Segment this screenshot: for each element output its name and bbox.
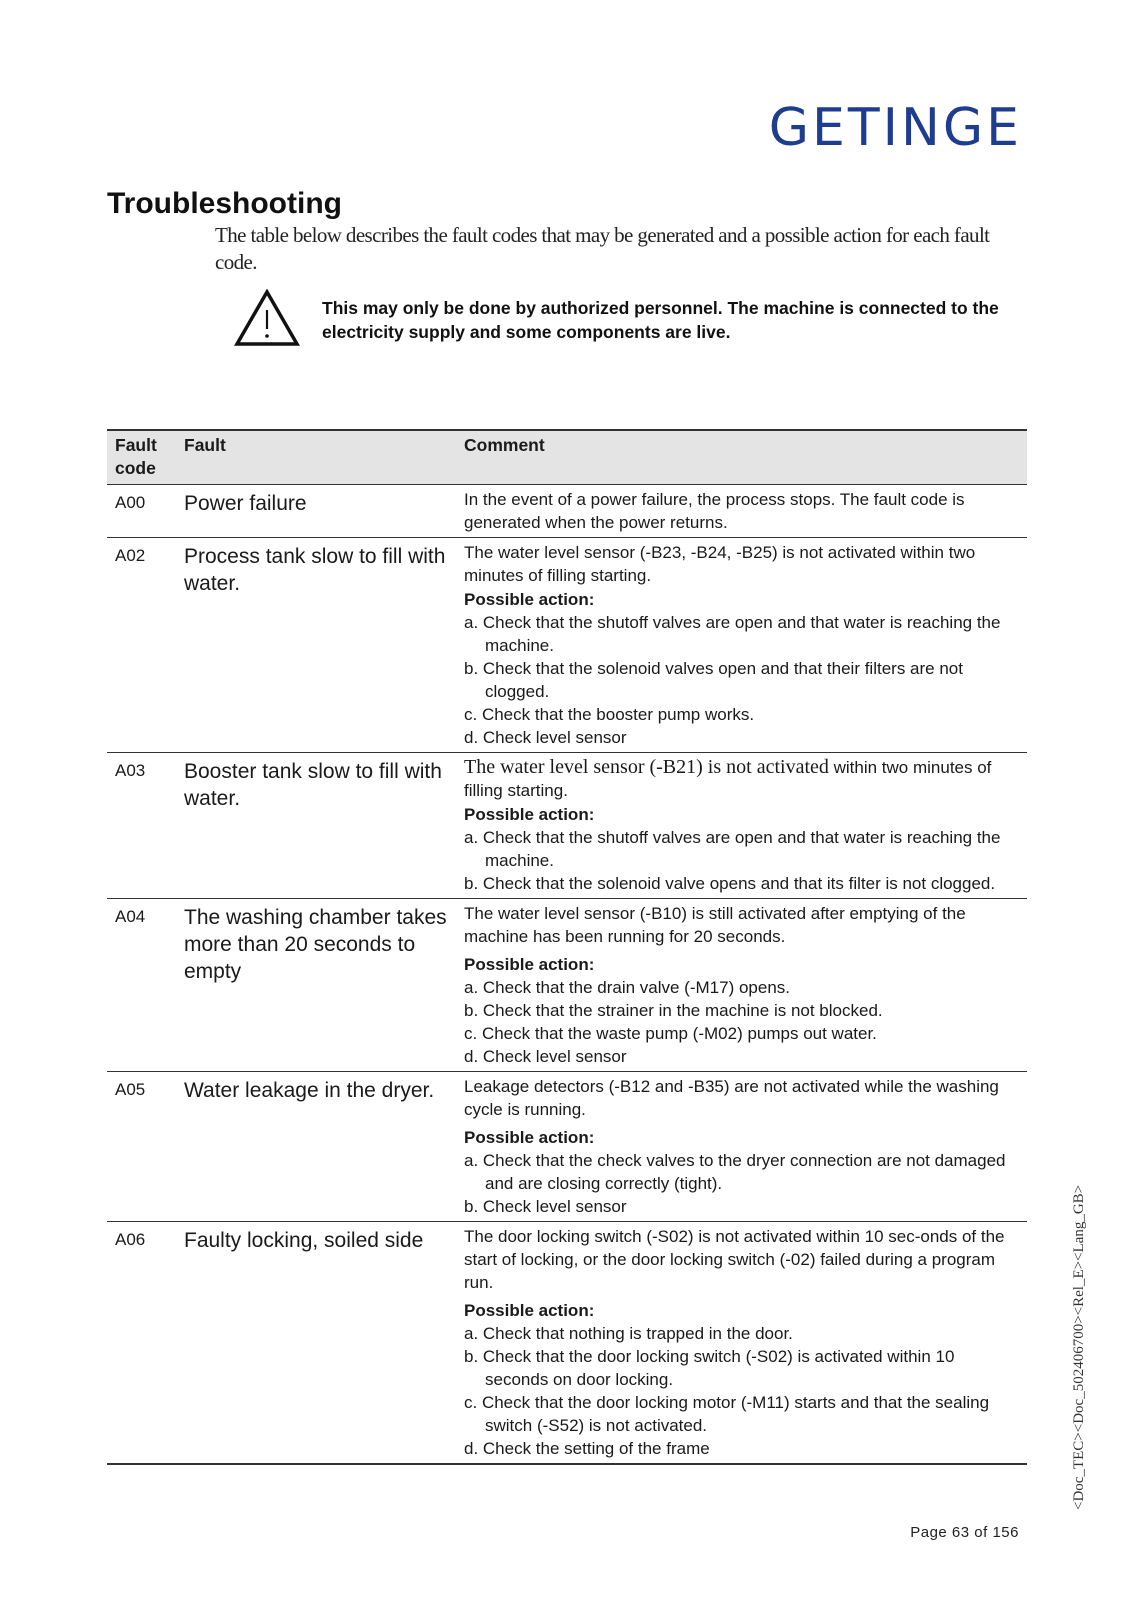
comment-description: within two minutes of filling starting. (464, 758, 992, 800)
comment-description: Leakage detectors (-B12 and -B35) are not activated while the washing cycle is running. (464, 1077, 999, 1119)
fault-code: A03 (107, 753, 176, 899)
fault-name: Water leakage in the dryer. (176, 1072, 456, 1222)
header-fault-code: Fault code (107, 430, 176, 485)
table-row (107, 1072, 1027, 1222)
action-item: d. Check level sensor (464, 728, 627, 747)
fault-name: The washing chamber takes more than 20 seconds to empty (176, 899, 456, 1072)
table-row (107, 1222, 1027, 1465)
fault-name: Faulty locking, soiled side (176, 1222, 456, 1465)
table-header-row (107, 430, 1027, 485)
warning-text: This may only be done by authorized personnel. The machine is connected to the electricity supply and some components are live. (322, 298, 999, 342)
action-item: b. Check that the door locking switch (-S02) is activated within 10 seconds on door locking. (464, 1347, 955, 1389)
action-item: d. Check level sensor (464, 1047, 627, 1066)
intro-paragraph: The table below describes the fault codes that may be generated and a possible action for each fault code. (215, 223, 990, 274)
fault-name: Power failure (176, 485, 456, 538)
action-item: b. Check that the solenoid valve opens and that its filter is not clogged. (464, 874, 996, 893)
action-item: c. Check that the booster pump works. (464, 705, 755, 724)
fault-comment (456, 1222, 1027, 1465)
fault-code: A06 (107, 1222, 176, 1465)
action-item: d. Check the setting of the frame (464, 1439, 710, 1458)
header-comment: Comment (456, 430, 1027, 485)
possible-action-label: Possible action: (464, 805, 595, 824)
comment-description: The water level sensor (-B23, -B24, -B25) is not activated within two minutes of filling starting. (464, 543, 976, 585)
action-item: a. Check that the shutoff valves are open and that water is reaching the machine. (464, 828, 1001, 870)
fault-code: A00 (107, 485, 176, 538)
action-item: b. Check that the solenoid valves open and that their filters are not clogged. (464, 659, 963, 701)
getinge-logo: GETINGE (768, 98, 1022, 158)
action-item: b. Check level sensor (464, 1197, 627, 1216)
fault-comment (456, 899, 1027, 1072)
table-row (107, 753, 1027, 899)
fault-code: A02 (107, 538, 176, 753)
fault-comment (456, 485, 1027, 538)
table-row (107, 899, 1027, 1072)
comment-description: The door locking switch (-S02) is not activated within 10 sec-onds of the start of locking, or the door locking switch (-02) failed during a program run. (464, 1227, 1005, 1292)
table-row (107, 485, 1027, 538)
action-item: a. Check that the shutoff valves are open and that water is reaching the machine. (464, 613, 1001, 655)
fault-code: A04 (107, 899, 176, 1072)
comment-description-serif: The water level sensor (-B21) is not activated (464, 756, 829, 778)
action-item: a. Check that the check valves to the dryer connection are not damaged and are closing correctly (tight). (464, 1151, 1006, 1193)
possible-action-label: Possible action: (464, 955, 595, 974)
action-item: c. Check that the door locking motor (-M11) starts and that the sealing switch (-S52) is not activated. (464, 1393, 990, 1435)
header-fault: Fault (176, 430, 456, 485)
table-row (107, 538, 1027, 753)
warning-triangle-icon (234, 289, 300, 347)
possible-action-label: Possible action: (464, 1301, 595, 1320)
fault-code-table (107, 429, 1027, 1465)
fault-name: Booster tank slow to fill with water. (176, 753, 456, 899)
action-item: a. Check that the drain valve (-M17) opens. (464, 978, 790, 997)
possible-action-label: Possible action: (464, 1128, 595, 1147)
action-item: b. Check that the strainer in the machine is not blocked. (464, 1001, 883, 1020)
action-item: a. Check that nothing is trapped in the door. (464, 1324, 793, 1343)
fault-comment (456, 1072, 1027, 1222)
action-item: c. Check that the waste pump (-M02) pumps out water. (464, 1024, 877, 1043)
fault-comment (456, 753, 1027, 899)
possible-action-label: Possible action: (464, 590, 595, 609)
comment-description: The water level sensor (-B10) is still activated after emptying of the machine has been running for 20 seconds. (464, 904, 966, 946)
fault-name: Process tank slow to fill with water. (176, 538, 456, 753)
fault-comment (456, 538, 1027, 753)
page-title: Troubleshooting (107, 187, 342, 220)
document-reference-text: <Doc_TEC><Doc_502406700><Rel_E><Lang_GB> (1071, 1184, 1087, 1510)
comment-description: In the event of a power failure, the process stops. The fault code is generated when the power returns. (464, 490, 965, 532)
page-number: Page 63 of 156 (910, 1524, 1019, 1541)
fault-code: A05 (107, 1072, 176, 1222)
